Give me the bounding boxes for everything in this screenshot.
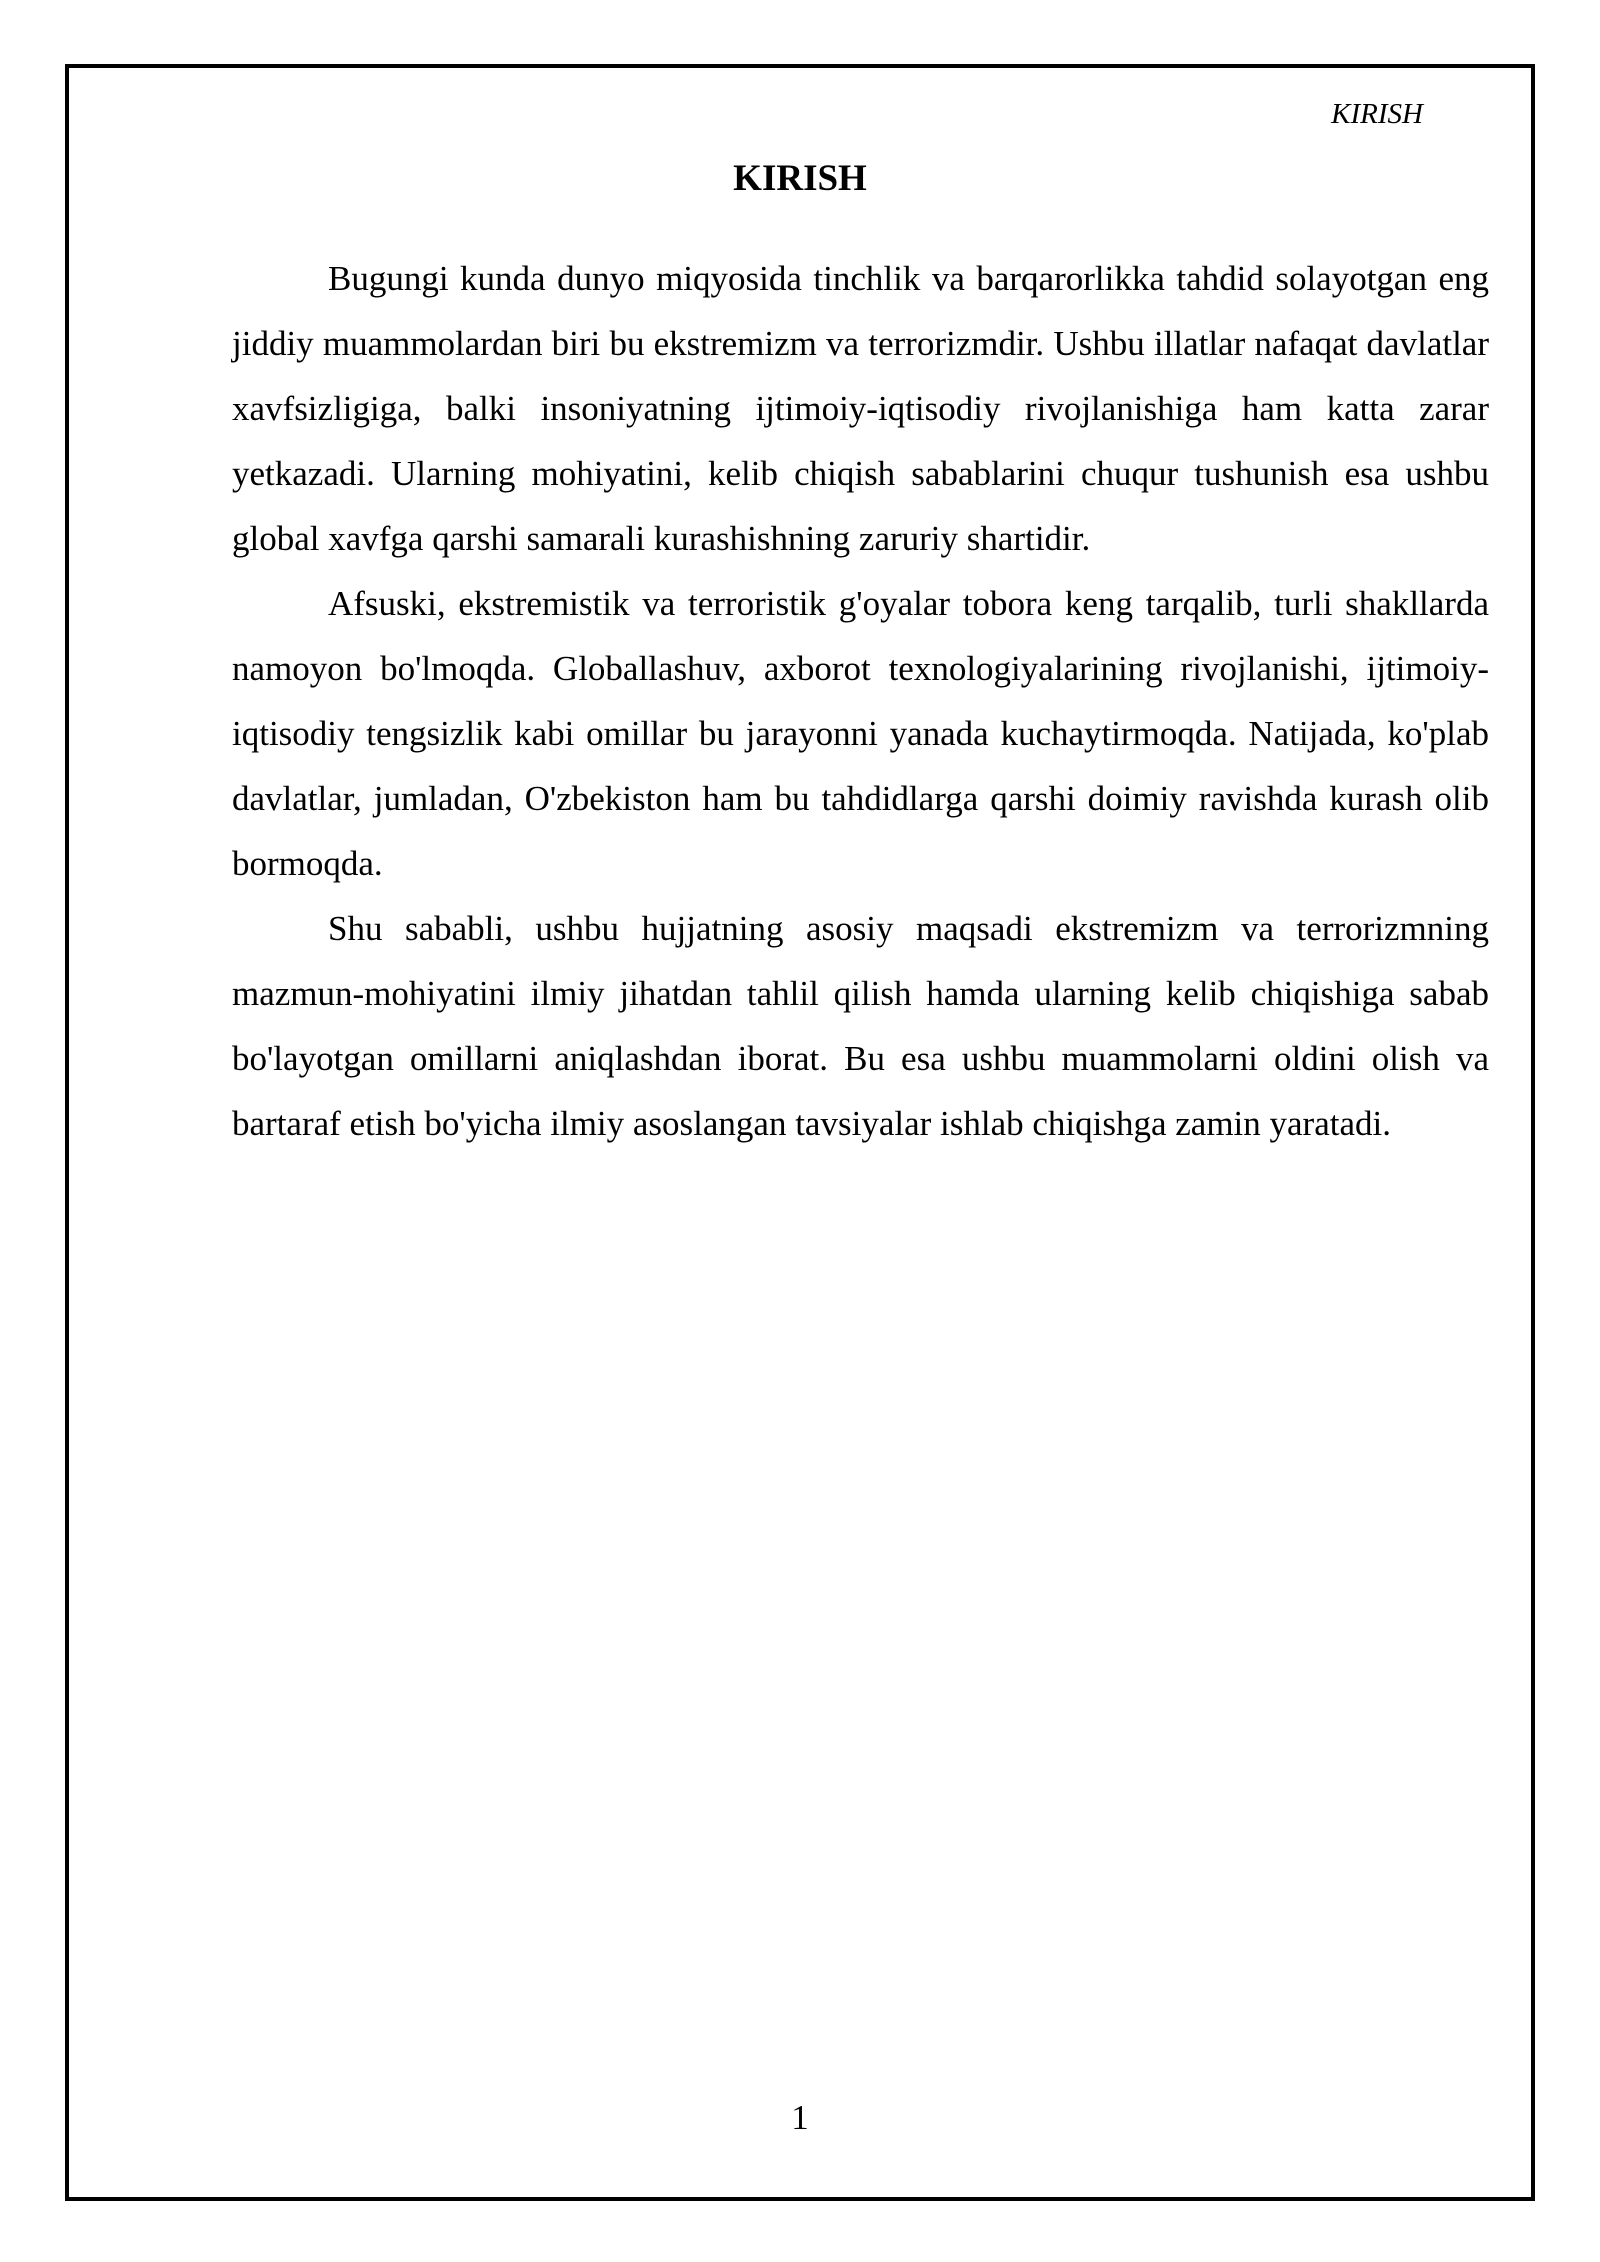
running-header: KIRISH	[1331, 98, 1423, 130]
paragraph: Bugungi kunda dunyo miqyosida tinchlik va barqarorlikka tahdid solayotgan eng jiddiy muammolardan biri bu ekstremizm va terrorizmdir. Ushbu illatlar nafaqat davlatlar xavfsizligiga, balki insoniyatning ijtimoiy-iqtisodiy rivojlanishiga ham katta zarar yetkazadi. Ularning mohiyatini, kelib chiqish sabablarini chuqur tushunish esa ushbu global xavfga qarshi samarali kurashishning zaruriy shartidir.	[232, 259, 1489, 558]
page-number: 1	[791, 2098, 809, 2137]
paragraph: Afsuski, ekstremistik va terroristik g'oyalar tobora keng tarqalib, turli shakllarda namoyon bo'lmoqda. Globallashuv, axborot texnologiyalarining rivojlanishi, ijtimoiy-iqtisodiy tengsizlik kabi omillar bu jarayonni yanada kuchaytirmoqda. Natijada, ko'plab davlatlar, jumladan, O'zbekiston ham bu tahdidlarga qarshi doimiy ravishda kurash olib bormoqda.	[232, 584, 1489, 883]
page-border	[65, 64, 1535, 2201]
section-title: KIRISH	[733, 158, 867, 199]
body-text	[232, 246, 1489, 1156]
paragraph: Shu sababli, ushbu hujjatning asosiy maqsadi ekstremizm va terrorizmning mazmun-mohiyatini ilmiy jihatdan tahlil qilish hamda ularning kelib chiqishiga sabab bo'layotgan omillarni aniqlashdan iborat. Bu esa ushbu muammolarni oldini olish va bartaraf etish bo'yicha ilmiy asoslangan tavsiyalar ishlab chiqishga zamin yaratadi.	[232, 909, 1489, 1143]
